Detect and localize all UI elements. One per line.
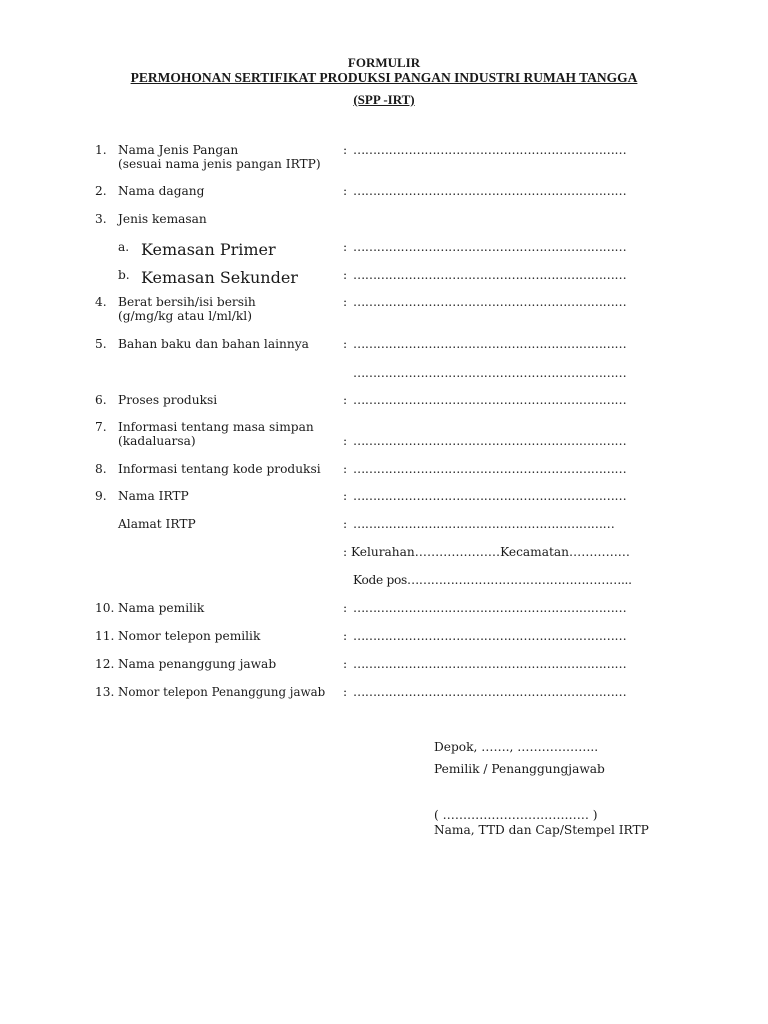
item-12-number: 12. [95, 657, 115, 671]
alamat-field[interactable]: ………………………………………………………… [353, 517, 615, 531]
item-6-label: Proses produksi [118, 393, 218, 407]
kelurahan-kecamatan-field[interactable]: : Kelurahan…………………Kecamatan…………… [343, 545, 630, 559]
kode-pos-field[interactable]: Kode pos………………………………………………... [353, 573, 632, 587]
item-5-label: Bahan baku dan bahan lainnya [118, 337, 309, 351]
item-3a-label: Kemasan Primer [141, 240, 276, 259]
item-5-colon: : [343, 337, 348, 351]
item-5-field[interactable]: …………………………………………………………… [353, 337, 627, 351]
item-7-sublabel: (kadaluarsa) [118, 434, 196, 448]
item-3a-colon: : [343, 240, 348, 254]
item-3b-field[interactable]: …………………………………………………………… [353, 268, 627, 282]
item-4-label: Berat bersih/isi bersih [118, 295, 256, 309]
item-3b-letter: b. [118, 268, 130, 282]
item-3a-letter: a. [118, 240, 130, 254]
item-8-colon: : [343, 462, 348, 476]
item-2-number: 2. [95, 184, 107, 198]
item-2-label: Nama dagang [118, 184, 205, 198]
item-8-label: Informasi tentang kode produksi [118, 462, 321, 476]
item-10-field[interactable]: …………………………………………………………… [353, 601, 627, 615]
item-4-number: 4. [95, 295, 107, 309]
item-11-number: 11. [95, 629, 115, 643]
item-4-field[interactable]: …………………………………………………………… [353, 295, 627, 309]
item-5-number: 5. [95, 337, 107, 351]
item-3a-field[interactable]: …………………………………………………………… [353, 240, 627, 254]
item-10-number: 10. [95, 601, 115, 615]
item-8-number: 8. [95, 462, 107, 476]
item-6-field[interactable]: …………………………………………………………… [353, 393, 627, 407]
form-code: (SPP -IRT) [353, 92, 415, 107]
item-4-colon: : [343, 295, 348, 309]
item-10-label: Nama pemilik [118, 601, 205, 615]
item-7-label: Informasi tentang masa simpan [118, 420, 314, 434]
item-9-label: Nama IRTP [118, 489, 189, 503]
item-12-label: Nama penanggung jawab [118, 657, 277, 671]
form-subtitle: PERMOHONAN SERTIFIKAT PRODUKSI PANGAN INDUSTRI RUMAH TANGGA [130, 70, 638, 85]
item-9-number: 9. [95, 489, 107, 503]
item-1-colon: : [343, 143, 348, 157]
item-1-field[interactable]: …………………………………………………………… [353, 143, 627, 157]
item-12-field[interactable]: …………………………………………………………… [353, 657, 627, 671]
item-1-number: 1. [95, 143, 107, 157]
item-2-field[interactable]: …………………………………………………………… [353, 184, 627, 198]
item-3b-label: Kemasan Sekunder [141, 268, 298, 287]
item-13-field[interactable]: …………………………………………………………… [353, 685, 627, 699]
item-4-sublabel: (g/mg/kg atau l/ml/kl) [118, 309, 252, 323]
item-8-field[interactable]: …………………………………………………………… [353, 462, 627, 476]
item-6-colon: : [343, 393, 348, 407]
signature-note: Nama, TTD dan Cap/Stempel IRTP [434, 823, 649, 837]
item-10-colon: : [343, 601, 348, 615]
item-11-field[interactable]: …………………………………………………………… [353, 629, 627, 643]
item-6-number: 6. [95, 393, 107, 407]
item-7-colon: : [343, 434, 348, 448]
item-5-field-line2[interactable]: …………………………………………………………… [353, 366, 627, 380]
item-9-field[interactable]: …………………………………………………………… [353, 489, 627, 503]
item-2-colon: : [343, 184, 348, 198]
alamat-label: Alamat IRTP [118, 517, 196, 531]
item-11-label: Nomor telepon pemilik [118, 629, 261, 643]
item-7-number: 7. [95, 420, 107, 434]
place-date-field[interactable]: Depok, ……., ……………….. [434, 740, 599, 754]
item-9-colon: : [343, 489, 348, 503]
item-1-label: Nama Jenis Pangan [118, 143, 239, 157]
item-1-sublabel: (sesuai nama jenis pangan IRTP) [118, 157, 321, 171]
item-13-label: Nomor telepon Penanggung jawab [118, 685, 326, 699]
signer-name-field[interactable]: ( ……………………………… ) [434, 808, 598, 822]
item-3b-colon: : [343, 268, 348, 282]
alamat-colon: : [343, 517, 348, 531]
signer-role: Pemilik / Penanggungjawab [434, 762, 605, 776]
item-7-field[interactable]: …………………………………………………………… [353, 434, 627, 448]
item-3-number: 3. [95, 212, 107, 226]
item-13-colon: : [343, 685, 348, 699]
item-12-colon: : [343, 657, 348, 671]
item-3-label: Jenis kemasan [118, 212, 207, 226]
item-11-colon: : [343, 629, 348, 643]
form-title: FORMULIR [347, 55, 421, 70]
item-13-number: 13. [95, 685, 115, 699]
